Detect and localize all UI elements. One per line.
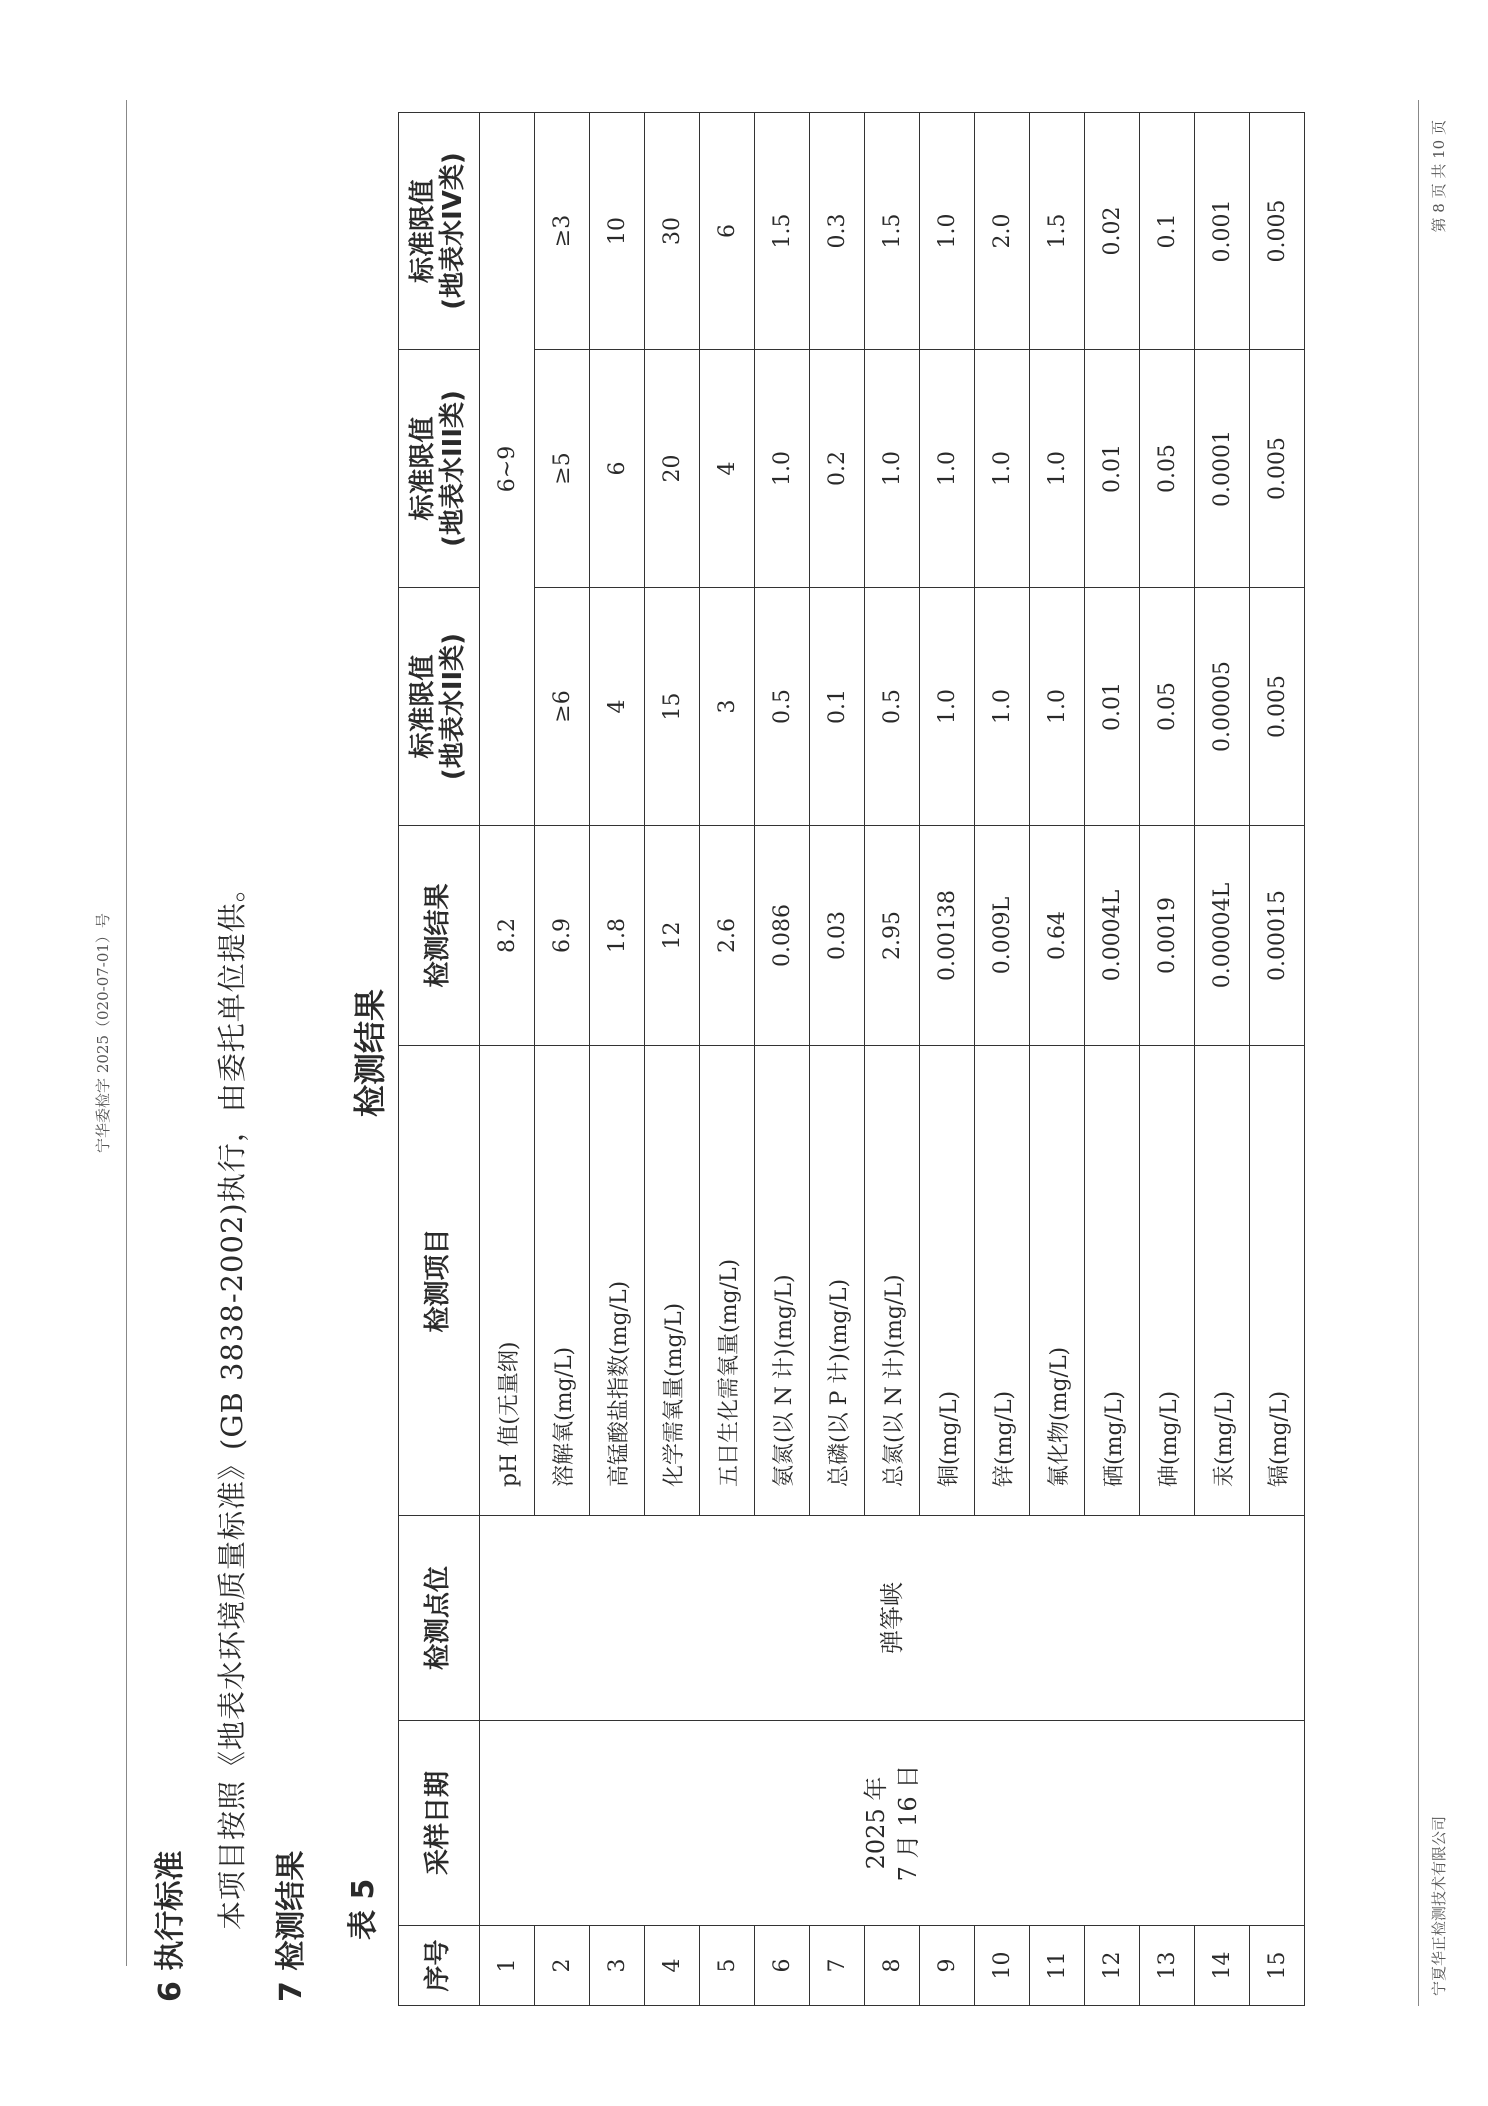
ph-standard-range: 6~9 xyxy=(480,113,535,826)
row-result: 8.2 xyxy=(480,826,535,1046)
header-rule xyxy=(126,100,127,1966)
row-std4: ≥3 xyxy=(535,113,590,350)
row-seq: 8 xyxy=(865,1926,920,2006)
row-std4: 0.1 xyxy=(1140,113,1195,350)
row-seq: 3 xyxy=(590,1926,645,2006)
row-item: 化学需氧量(mg/L) xyxy=(645,1046,700,1516)
row-std2: 0.5 xyxy=(755,588,810,826)
row-std2: 0.005 xyxy=(1250,588,1305,826)
row-result: 1.8 xyxy=(590,826,645,1046)
row-std3: 1.0 xyxy=(1030,350,1085,588)
row-std2: 0.01 xyxy=(1085,588,1140,826)
row-seq: 1 xyxy=(480,1926,535,2006)
row-std4: 0.02 xyxy=(1085,113,1140,350)
header-item: 检测项目 xyxy=(399,1046,480,1516)
row-seq: 2 xyxy=(535,1926,590,2006)
row-result: 0.00004L xyxy=(1195,826,1250,1046)
row-std3: 6 xyxy=(590,350,645,588)
row-result: 2.6 xyxy=(700,826,755,1046)
row-std4: 1.5 xyxy=(1030,113,1085,350)
row-std2: ≥6 xyxy=(535,588,590,826)
row-std4: 0.001 xyxy=(1195,113,1250,350)
sampling-site: 弹筝峡 xyxy=(480,1516,1305,1721)
row-std4: 1.0 xyxy=(920,113,975,350)
row-seq: 10 xyxy=(975,1926,1030,2006)
row-std3: ≥5 xyxy=(535,350,590,588)
row-std4: 1.5 xyxy=(865,113,920,350)
row-std3: 0.0001 xyxy=(1195,350,1250,588)
section-6-title: 6 执行标准 xyxy=(153,1850,188,2002)
row-std3: 0.005 xyxy=(1250,350,1305,588)
row-item: 锌(mg/L) xyxy=(975,1046,1030,1516)
row-std3: 0.01 xyxy=(1085,350,1140,588)
row-std3: 1.0 xyxy=(920,350,975,588)
row-result: 0.64 xyxy=(1030,826,1085,1046)
row-std3: 1.0 xyxy=(755,350,810,588)
row-item: 汞(mg/L) xyxy=(1195,1046,1250,1516)
header-std3: 标准限值 (地表水III类) xyxy=(399,350,480,588)
row-std3: 0.2 xyxy=(810,350,865,588)
row-result: 0.086 xyxy=(755,826,810,1046)
row-seq: 13 xyxy=(1140,1926,1195,2006)
results-table xyxy=(398,112,1305,2006)
row-item: pH 值(无量纲) xyxy=(480,1046,535,1516)
row-item: 总氮(以 N 计)(mg/L) xyxy=(865,1046,920,1516)
row-std2: 1.0 xyxy=(920,588,975,826)
row-std3: 4 xyxy=(700,350,755,588)
row-std4: 2.0 xyxy=(975,113,1030,350)
row-std4: 30 xyxy=(645,113,700,350)
row-item: 氨氮(以 N 计)(mg/L) xyxy=(755,1046,810,1516)
header-site: 检测点位 xyxy=(399,1516,480,1721)
row-seq: 14 xyxy=(1195,1926,1250,2006)
row-std4: 10 xyxy=(590,113,645,350)
row-seq: 15 xyxy=(1250,1926,1305,2006)
row-std2: 3 xyxy=(700,588,755,826)
row-std4: 6 xyxy=(700,113,755,350)
row-std2: 4 xyxy=(590,588,645,826)
row-item: 总磷(以 P 计)(mg/L) xyxy=(810,1046,865,1516)
row-result: 0.0019 xyxy=(1140,826,1195,1046)
row-std3: 1.0 xyxy=(865,350,920,588)
row-std2: 15 xyxy=(645,588,700,826)
row-seq: 11 xyxy=(1030,1926,1085,2006)
header-std2: 标准限值 (地表水II类) xyxy=(399,588,480,826)
row-result: 0.009L xyxy=(975,826,1030,1046)
table-title: 检测结果 xyxy=(351,989,389,1118)
row-item: 五日生化需氧量(mg/L) xyxy=(700,1046,755,1516)
row-std2: 0.1 xyxy=(810,588,865,826)
row-std4: 1.5 xyxy=(755,113,810,350)
row-std3: 0.05 xyxy=(1140,350,1195,588)
row-item: 硒(mg/L) xyxy=(1085,1046,1140,1516)
row-std2: 1.0 xyxy=(1030,588,1085,826)
row-seq: 12 xyxy=(1085,1926,1140,2006)
row-result: 0.0004L xyxy=(1085,826,1140,1046)
row-result: 0.00138 xyxy=(920,826,975,1046)
row-item: 氟化物(mg/L) xyxy=(1030,1046,1085,1516)
document-number: 宁华委检字 2025（020-07-01）号 xyxy=(94,913,112,1153)
row-std2: 0.00005 xyxy=(1195,588,1250,826)
row-std2: 0.05 xyxy=(1140,588,1195,826)
row-result: 0.03 xyxy=(810,826,865,1046)
row-result: 12 xyxy=(645,826,700,1046)
table-body xyxy=(480,113,1305,2006)
row-std4: 0.3 xyxy=(810,113,865,350)
row-seq: 5 xyxy=(700,1926,755,2006)
table-header-row xyxy=(399,113,480,2006)
row-result: 6.9 xyxy=(535,826,590,1046)
page-header xyxy=(0,100,130,1966)
row-seq: 4 xyxy=(645,1926,700,2006)
row-seq: 6 xyxy=(755,1926,810,2006)
footer-company: 宁夏华正检测技术有限公司 xyxy=(1430,1815,1448,1996)
table-row xyxy=(480,113,535,2006)
row-std3: 20 xyxy=(645,350,700,588)
table-label: 表 5 xyxy=(346,1878,381,1940)
row-item: 镉(mg/L) xyxy=(1250,1046,1305,1516)
header-seq: 序号 xyxy=(399,1926,480,2006)
row-item: 高锰酸盐指数(mg/L) xyxy=(590,1046,645,1516)
row-item: 铜(mg/L) xyxy=(920,1046,975,1516)
header-date: 采样日期 xyxy=(399,1721,480,1926)
section-7-title: 7 检测结果 xyxy=(274,1850,309,2002)
header-std4: 标准限值 (地表水IV类) xyxy=(399,113,480,350)
row-seq: 7 xyxy=(810,1926,865,2006)
section-6-text: 本项目按照《地表水环境质量标准》(GB 3838-2002)执行，由委托单位提供。 xyxy=(215,872,249,1930)
row-result: 2.95 xyxy=(865,826,920,1046)
row-std4: 0.005 xyxy=(1250,113,1305,350)
row-result: 0.00015 xyxy=(1250,826,1305,1046)
row-std3: 1.0 xyxy=(975,350,1030,588)
footer-rule xyxy=(1418,100,1419,2006)
header-result: 检测结果 xyxy=(399,826,480,1046)
row-seq: 9 xyxy=(920,1926,975,2006)
row-item: 溶解氧(mg/L) xyxy=(535,1046,590,1516)
row-std2: 1.0 xyxy=(975,588,1030,826)
sampling-date: 2025 年 7 月 16 日 xyxy=(480,1721,1305,1926)
row-std2: 0.5 xyxy=(865,588,920,826)
row-item: 砷(mg/L) xyxy=(1140,1046,1195,1516)
footer-page-number: 第 8 页 共 10 页 xyxy=(1430,120,1448,233)
